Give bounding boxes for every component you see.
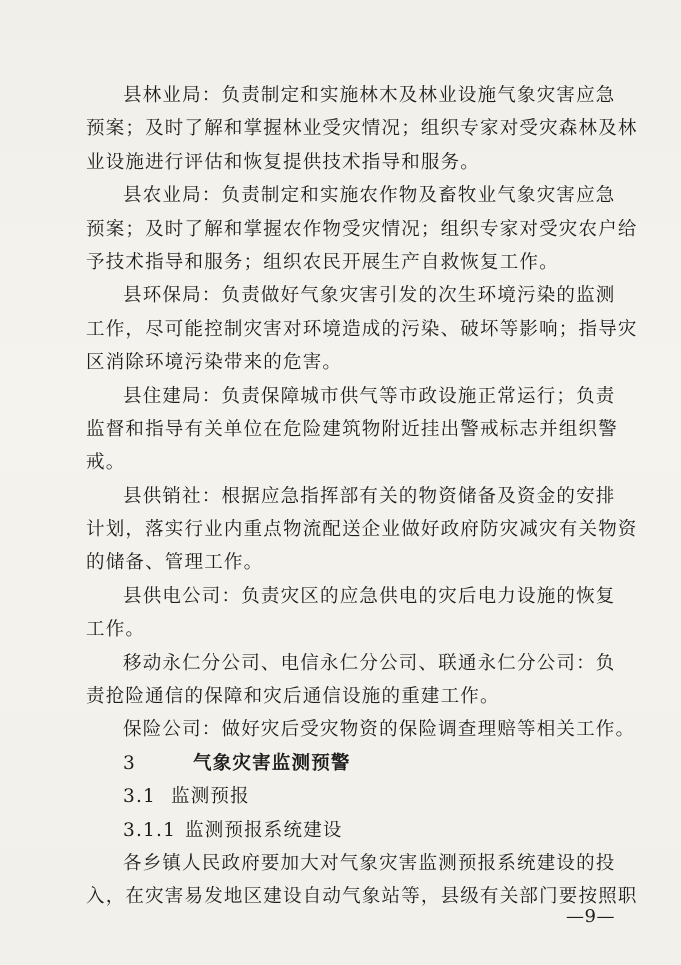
text-line: 县住建局：负责保障城市供气等市政设施正常运行；负责: [123, 385, 616, 407]
text-line: 预案；及时了解和掌握林业受灾情况；组织专家对受灾森林及林: [86, 118, 638, 140]
text-line: 工作。: [86, 619, 146, 641]
text-line: 县供电公司：负责灾区的应急供电的灾后电力设施的恢复: [123, 585, 616, 607]
section-title: 气象灾害监测预警: [193, 752, 351, 774]
text-line: 各乡镇人民政府要加大对气象灾害监测预报系统建设的投: [123, 852, 616, 874]
section-heading: [86, 747, 606, 780]
text-line: 移动永仁分公司、电信永仁分公司、联通永仁分公司：负: [123, 652, 616, 674]
subsubsection-title: 监测预报系统建设: [185, 819, 343, 841]
text-line: 县环保局：负责做好气象灾害引发的次生环境污染的监测: [123, 285, 616, 307]
text-line: 保险公司：做好灾后受灾物资的保险调查理赔等相关工作。: [123, 719, 636, 741]
text-line: 县林业局：负责制定和实施林木及林业设施气象灾害应急: [123, 85, 616, 106]
text-line: 予技术指导和服务；组织农民开展生产自救恢复工作。: [86, 251, 559, 273]
text-line: 工作，尽可能控制灾害对环境造成的污染、破坏等影响；指导灾: [86, 318, 638, 340]
text-line: 的储备、管理工作。: [86, 552, 264, 574]
subsection-title: 监测预报: [171, 786, 250, 808]
subsection-heading: [86, 780, 606, 813]
document-body: [86, 79, 638, 914]
text-line: 县农业局：负责制定和实施农作物及畜牧业气象灾害应急: [123, 185, 616, 207]
subsubsection-heading: [86, 814, 606, 847]
text-line: 区消除环境污染带来的危害。: [86, 352, 343, 374]
text-line: 监督和指导有关单位在危险建筑物附近挂出警戒标志并组织警: [86, 418, 618, 440]
section-number: 3: [123, 752, 136, 774]
text-line: 预案；及时了解和掌握农作物受灾情况；组织专家对受灾农户给: [86, 218, 638, 240]
text-line: 入，在灾害易发地区建设自动气象站等，县级有关部门要按照职: [86, 886, 638, 908]
text-line: 责抢险通信的保障和灾后通信设施的重建工作。: [86, 686, 500, 708]
subsection-number: 3.1: [123, 786, 157, 808]
text-line: 计划，落实行业内重点物流配送企业做好政府防灾减灾有关物资: [86, 519, 638, 541]
text-line: 县供销社：根据应急指挥部有关的物资储备及资金的安排: [123, 485, 616, 507]
text-line: 业设施进行评估和恢复提供技术指导和服务。: [86, 151, 481, 173]
page-number: —9—: [566, 906, 615, 927]
text-line: 戒。: [86, 452, 126, 474]
subsubsection-number: 3.1.1: [123, 819, 177, 841]
